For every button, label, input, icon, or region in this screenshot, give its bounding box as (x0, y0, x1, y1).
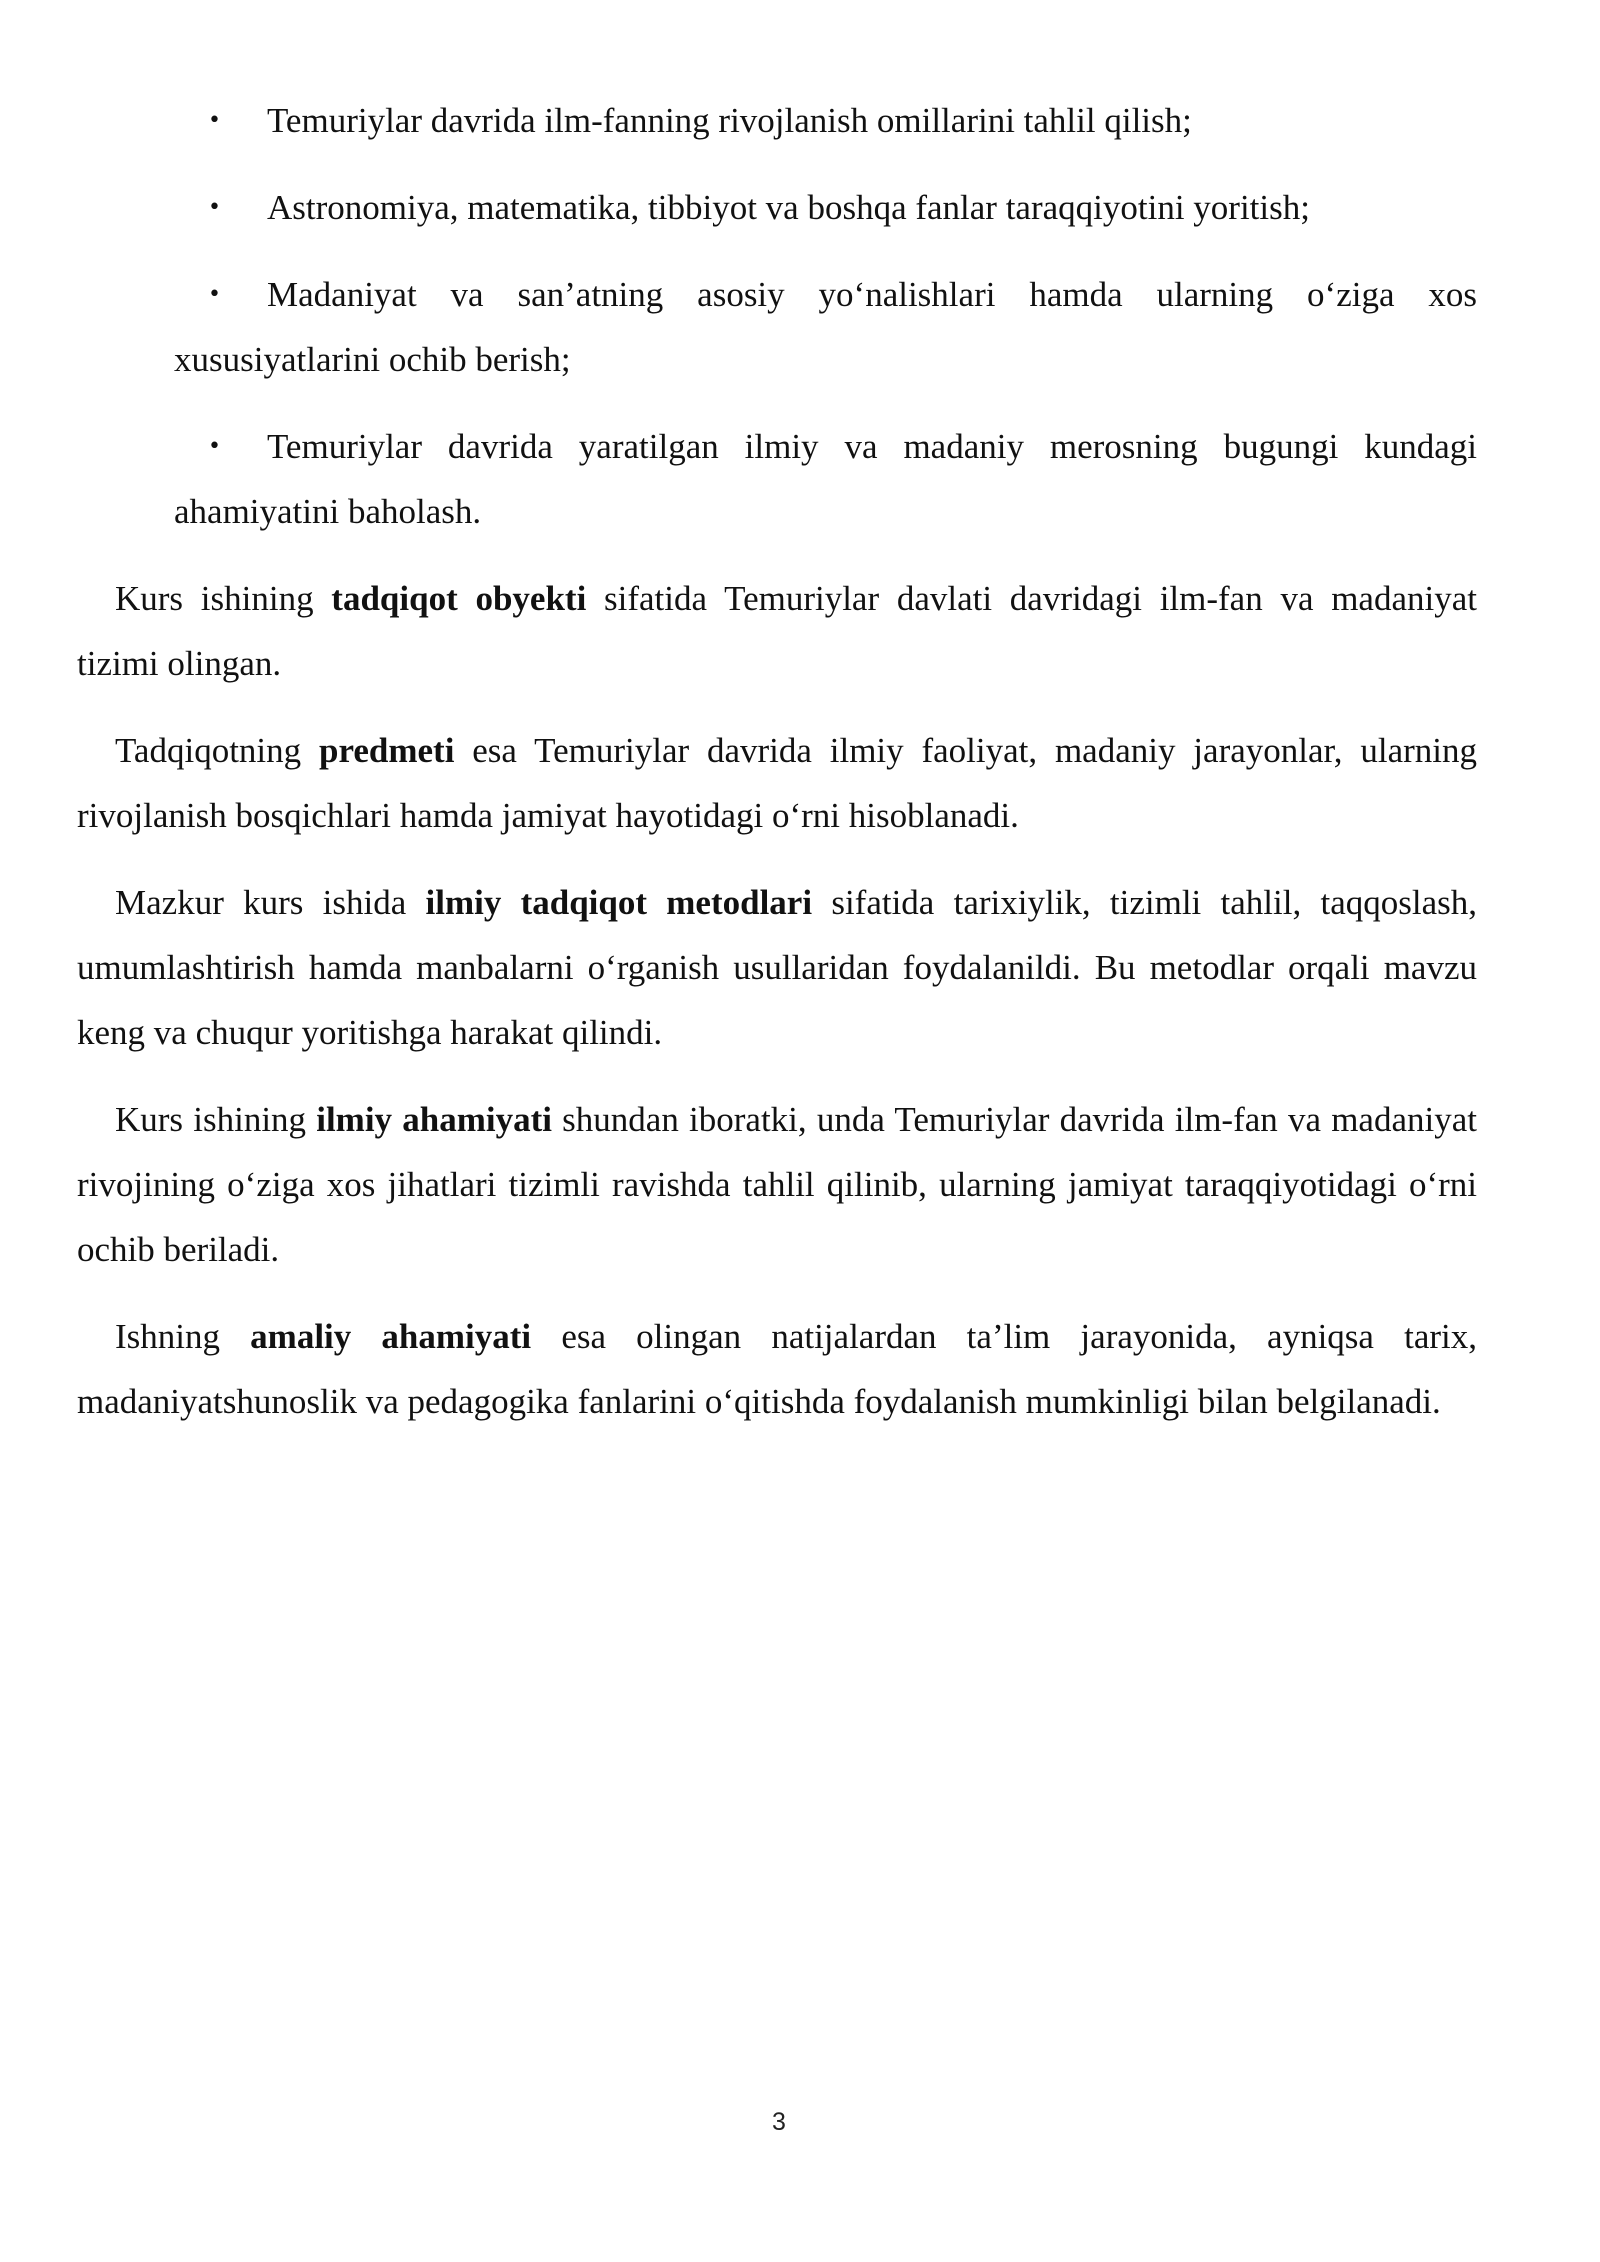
research-object-paragraph (77, 566, 1477, 696)
paragraph-text: Ishning (115, 1317, 251, 1356)
list-item-text: Astronomiya, matematika, tibbiyot va boshqa fanlar taraqqiyotini yoritish; (267, 188, 1310, 227)
practical-significance-paragraph (77, 1304, 1477, 1434)
bullet-icon: • (208, 195, 221, 220)
list-item (77, 262, 1477, 392)
page-number: 3 (772, 2108, 786, 2136)
list-item-text: Temuriylar davrida ilm-fanning rivojlanish omillarini tahlil qilish; (267, 101, 1192, 140)
bold-term: predmeti (318, 731, 455, 770)
list-item (77, 88, 1477, 153)
bold-term: ilmiy ahamiyati (316, 1100, 552, 1139)
research-subject-paragraph (77, 718, 1477, 848)
list-item (77, 175, 1477, 240)
document-page (77, 88, 1477, 1456)
bold-term: tadqiqot obyekti (331, 579, 587, 618)
bold-term: amaliy ahamiyati (250, 1317, 532, 1356)
list-item (77, 414, 1477, 544)
paragraph-text: Kurs ishining (115, 1100, 317, 1139)
list-item-text: Temuriylar davrida yaratilgan ilmiy va madaniy merosning bugungi kundagi ahamiyatini baholash. (174, 427, 1477, 531)
objectives-list (77, 88, 1477, 544)
research-methods-paragraph (77, 870, 1477, 1065)
bullet-icon: • (208, 108, 221, 133)
paragraph-text: Tadqiqotning (115, 731, 319, 770)
bold-term: ilmiy tadqiqot metodlari (425, 883, 813, 922)
paragraph-text: esa olingan natijalardan ta’lim jarayonida, ayniqsa tarix, madaniyatshunoslik va pedagogika fanlarini o‘qitishda foydalanish mumkinligi bilan belgilanadi. (77, 1317, 1478, 1421)
paragraph-text: Kurs ishining (115, 579, 332, 618)
scientific-significance-paragraph (77, 1087, 1477, 1282)
paragraph-text: sifatida tarixiylik, tizimli tahlil, taqqoslash, umumlashtirish hamda manbalarni o‘rganish usullaridan foydalanildi. Bu metodlar orqali mavzu keng va chuqur yoritishga harakat qilindi. (77, 883, 1477, 1052)
paragraph-text: esa Temuriylar davrida ilmiy faoliyat, madaniy jarayonlar, ularning rivojlanish bosqichlari hamda jamiyat hayotidagi o‘rni hisoblanadi. (77, 731, 1477, 835)
paragraph-text: sifatida Temuriylar davlati davridagi ilm-fan va madaniyat tizimi olingan. (77, 579, 1477, 683)
paragraph-text: Mazkur kurs ishida (115, 883, 426, 922)
bullet-icon: • (208, 434, 221, 459)
paragraph-text: shundan iboratki, unda Temuriylar davrida ilm-fan va madaniyat rivojining o‘ziga xos jihatlari tizimli ravishda tahlil qilinib, ularning jamiyat taraqqiyotidagi o‘rni ochib beriladi. (77, 1100, 1477, 1269)
list-item-text: Madaniyat va san’atning asosiy yo‘nalishlari hamda ularning o‘ziga xos xususiyatlarini ochib berish; (174, 275, 1477, 379)
bullet-icon: • (208, 282, 221, 307)
